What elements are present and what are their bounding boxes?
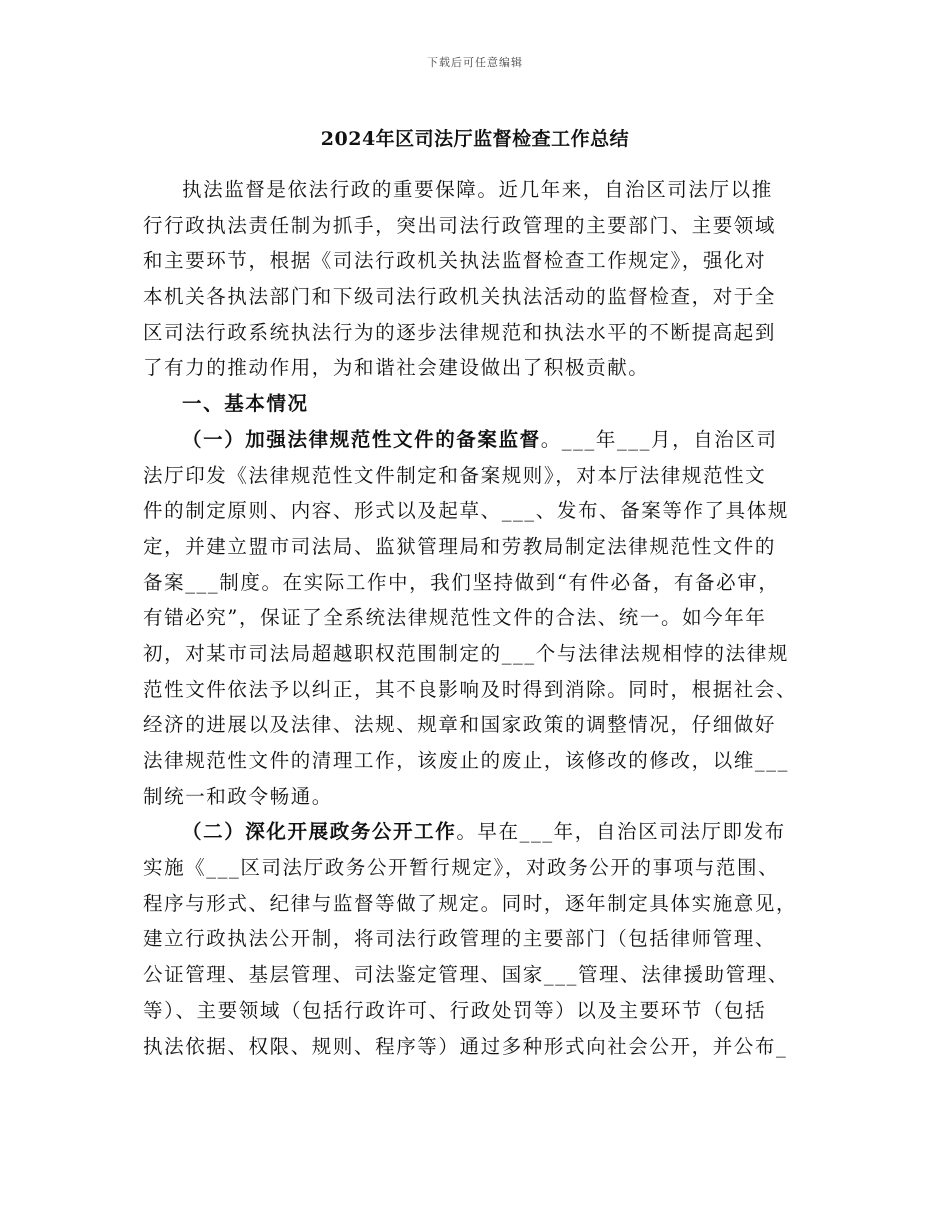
text-line <box>143 1029 823 1065</box>
line-text: 定，并建立盟市司法局、监狱管理局和劳教局制定法律规范性文件的 <box>143 534 777 558</box>
text-line <box>143 172 823 208</box>
text-line <box>143 243 823 279</box>
line-text: 。早在___年，自治区司法厅即发布 <box>456 820 786 844</box>
text-line <box>143 529 823 565</box>
paragraph-lead-heading: （二）深化开展政务公开工作 <box>182 820 457 844</box>
line-text: 有错必究”，保证了全系统法律规范性文件的合法、统一。如今年年 <box>143 606 767 630</box>
text-line <box>143 779 823 815</box>
text-line <box>143 921 823 957</box>
line-text: 范性文件依法予以纠正，其不良影响及时得到消除。同时，根据社会、 <box>143 677 798 701</box>
text-line <box>143 993 823 1029</box>
text-line <box>143 850 823 886</box>
text-line <box>143 814 823 850</box>
line-text: 区司法行政系统执法行为的逐步法律规范和执法水平的不断提高起到 <box>143 320 777 344</box>
line-text: 建立行政执法公开制，将司法行政管理的主要部门（包括律师管理、 <box>143 927 777 951</box>
line-text: 法律规范性文件的清理工作，该废止的废止，该修改的修改，以维___ <box>143 749 789 772</box>
text-line <box>143 493 823 529</box>
text-line <box>143 886 823 922</box>
line-text: 法厅印发《法律规范性文件制定和备案规则》，对本厅法律规范性文 <box>143 463 767 487</box>
paragraph-lead-heading: （一）加强法律规范性文件的备案监督 <box>182 427 541 451</box>
line-text: 实施《___区司法厅政务公开暂行规定》，对政务公开的事项与范围、 <box>143 856 780 880</box>
text-line <box>143 600 823 636</box>
line-text: 程序与形式、纪律与监督等做了规定。同时，逐年制定具体实施意见， <box>143 891 798 915</box>
line-text: 初，对某市司法局超越职权范围制定的___个与法律法规相悖的法律规 <box>143 641 789 665</box>
line-text: 执法监督是依法行政的重要保障。近几年来，自治区司法厅以推 <box>182 178 773 201</box>
line-text: 公证管理、基层管理、司法鉴定管理、国家___管理、法律援助管理、 <box>143 963 789 987</box>
text-line <box>143 672 823 708</box>
text-line <box>143 350 823 386</box>
section-heading <box>143 386 823 422</box>
text-line <box>143 208 823 244</box>
line-text: 。___年___月，自治区司 <box>540 427 778 451</box>
line-text: 件的制定原则、内容、形式以及起草、___、发布、备案等作了具体规 <box>143 499 789 523</box>
text-line <box>143 565 823 601</box>
line-text: 了有力的推动作用，为和谐社会建设做出了积极贡献。 <box>143 356 650 380</box>
text-line <box>143 279 823 315</box>
line-text: 备案___制度。在实际工作中，我们坚持做到“有件必备，有备必审， <box>143 570 780 594</box>
line-text: 和主要环节，根据《司法行政机关执法监督检查工作规定》，强化对 <box>143 249 767 273</box>
document-title: 2024年区司法厅监督检查工作总结 <box>320 128 630 150</box>
text-line <box>143 422 823 458</box>
line-text: 行行政执法责任制为抓手，突出司法行政管理的主要部门、主要领域 <box>143 213 777 237</box>
line-text: 制统一和政令畅通。 <box>143 784 333 808</box>
line-text: 一、基本情况 <box>182 392 309 416</box>
text-line <box>143 458 823 494</box>
text-line <box>143 707 823 743</box>
text-line <box>143 315 823 351</box>
document-body <box>143 172 823 1064</box>
text-line <box>143 743 823 779</box>
line-text: 本机关各执法部门和下级司法行政机关执法活动的监督检查，对于全 <box>143 285 777 309</box>
text-line <box>143 957 823 993</box>
line-text: 执法依据、权限、规则、程序等）通过多种形式向社会公开，并公布_ <box>143 1034 788 1058</box>
line-text: 等）、主要领域（包括行政许可、行政处罚等）以及主要环节（包括 <box>143 998 767 1022</box>
text-line <box>143 636 823 672</box>
line-text: 经济的进展以及法律、法规、规章和国家政策的调整情况，仔细做好 <box>143 713 777 737</box>
header-note: 下载后可任意编辑 <box>427 56 523 69</box>
